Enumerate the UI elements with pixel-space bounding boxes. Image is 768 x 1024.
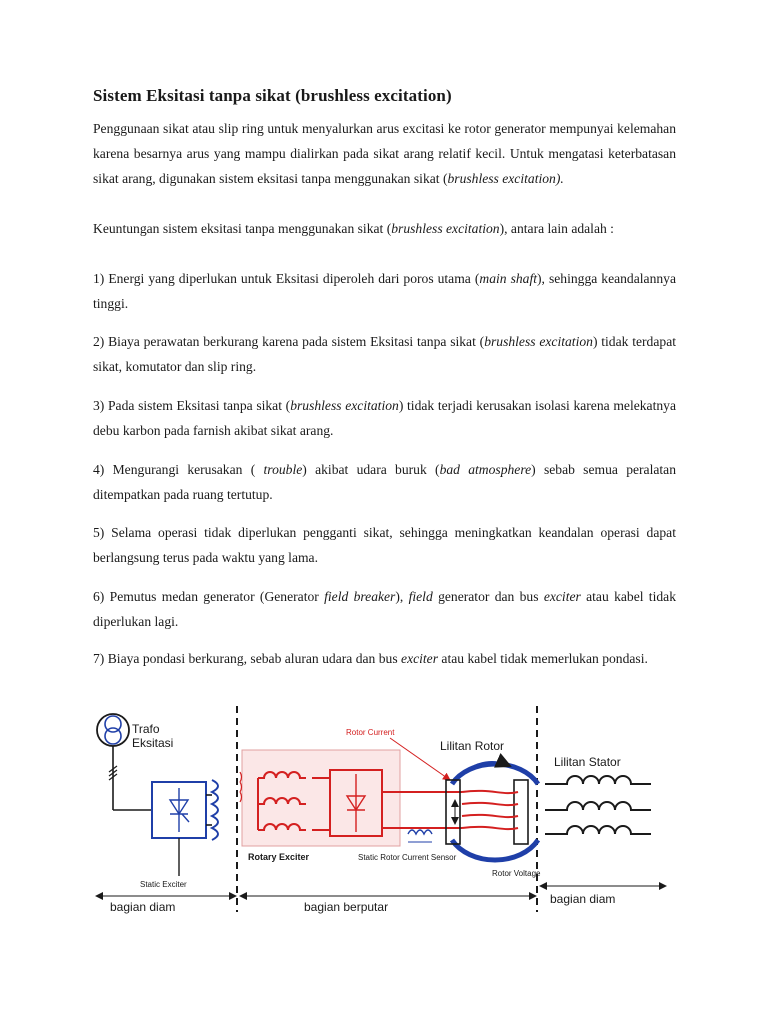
section-title: Sistem Eksitasi tanpa sikat (brushless excitation): [93, 86, 452, 105]
list-item: [93, 457, 676, 507]
thyristor-icon: [170, 788, 189, 832]
intro-emphasis: brushless excitation).: [447, 171, 564, 186]
list-item: [93, 329, 676, 379]
list-item-text: atau kabel tidak memerlukan pondasi.: [438, 651, 648, 666]
list-item-text: ) sebab semua peralatan ditempatkan pada ruang tertutup.: [93, 462, 676, 502]
list-item-text: 4) Mengurangi kerusakan (: [93, 462, 264, 477]
diagram-svg: [90, 700, 680, 922]
list-item-text: 5) Selama operasi tidak diperlukan pengganti sikat, sehingga meningkatkan keandalan operasi dapat berlangsung terus pada waktu yang lama.: [93, 525, 676, 565]
intro-text: Penggunaan sikat atau slip ring untuk menyalurkan arus excitasi ke rotor generator mempunyai kelemahan karena besarnya arus yang mampu dialirkan pada sikat arang relatif kecil. Untuk mengatasi keterbatasan sikat arang, digunakan sistem eksitasi tanpa menggunakan sikat (: [93, 121, 676, 186]
list-item-emphasis: brushless excitation: [290, 398, 399, 413]
rotor-voltage-label: Rotor Voltage: [492, 869, 541, 878]
stator-windings: [545, 776, 651, 834]
rotary-exciter-label: Rotary Exciter: [248, 852, 310, 862]
list-item-text: atau kabel tidak diperlukan lagi.: [93, 589, 676, 629]
advantages-intro-text-end: ), antara lain adalah :: [499, 221, 614, 236]
current-sensor-icon: [408, 830, 432, 842]
bagian-diam-left-label: bagian diam: [110, 900, 176, 914]
rotary-exciter-region: [242, 750, 400, 846]
bagian-diam-right-label: bagian diam: [550, 892, 616, 906]
trafo-label-1: Trafo: [132, 722, 160, 736]
lilitan-stator-label: Lilitan Stator: [554, 755, 621, 769]
list-item-emphasis: bad atmosphere: [439, 462, 532, 477]
list-item: [93, 646, 676, 671]
list-item-emphasis: field breaker: [324, 589, 396, 604]
rotor-icon: [446, 762, 538, 860]
lilitan-rotor-label: Lilitan Rotor: [440, 739, 505, 753]
list-item-emphasis: exciter: [543, 589, 581, 604]
list-item-emphasis: exciter: [401, 651, 439, 666]
static-exciter-label: Static Exciter: [140, 880, 187, 889]
list-item-emphasis: trouble: [263, 462, 303, 477]
list-item-text: ) tidak terdapat sikat, komutator dan slip ring.: [93, 334, 676, 374]
list-item-emphasis: brushless excitation: [484, 334, 593, 349]
list-item-text: ),: [395, 589, 409, 604]
list-item-text: ), sehingga keandalannya tinggi.: [93, 271, 677, 311]
list-item-text: 1) Energi yang diperlukan untuk Eksitasi diperoleh dari poros utama (: [93, 271, 480, 286]
list-item: [93, 266, 676, 316]
trafo-label-2: Eksitasi: [132, 736, 174, 750]
rotor-current-label: Rotor Current: [346, 728, 395, 737]
advantages-intro-emphasis: brushless excitation: [391, 221, 500, 236]
sensor-label: Static Rotor Current Sensor: [358, 853, 457, 862]
list-item-text: generator dan bus: [432, 589, 544, 604]
advantages-intro-text: Keuntungan sistem eksitasi tanpa menggunakan sikat (: [93, 221, 392, 236]
list-item-text: 7) Biaya pondasi berkurang, sebab aluran udara dan bus: [93, 651, 402, 666]
list-item-text: 2) Biaya perawatan berkurang karena pada sistem Eksitasi tanpa sikat (: [93, 334, 485, 349]
list-item-text: ) akibat udara buruk (: [302, 462, 440, 477]
intro-paragraph: [93, 116, 676, 191]
list-item-emphasis: main shaft: [479, 271, 538, 286]
list-item: [93, 393, 676, 443]
list-item-text: ) tidak terjadi kerusakan isolasi karena melekatnya debu karbon pada farnish akibat sikat arang.: [93, 398, 676, 438]
list-item-text: 6) Pemutus medan generator (Generator: [93, 589, 325, 604]
list-item-emphasis: field: [408, 589, 433, 604]
brushless-excitation-diagram: [90, 700, 680, 922]
list-item: [93, 584, 676, 634]
exciter-field-winding: [212, 780, 218, 840]
list-item: [93, 520, 676, 570]
advantages-intro-paragraph: [93, 216, 676, 241]
list-item-text: 3) Pada sistem Eksitasi tanpa sikat (: [93, 398, 291, 413]
bagian-berputar-label: bagian berputar: [304, 900, 389, 914]
